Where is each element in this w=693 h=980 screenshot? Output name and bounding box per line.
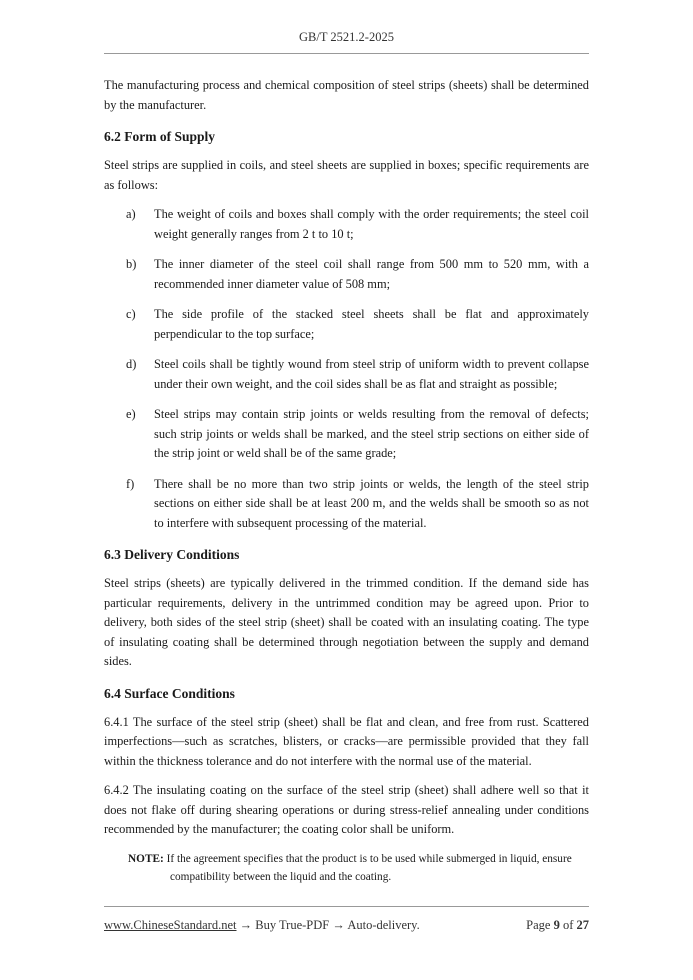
list-item-marker: a) [126,207,136,221]
footer-left [104,918,420,933]
list-item [104,475,589,534]
page-body [104,76,589,886]
supply-requirements-list [104,205,589,533]
section-6-2-lead: Steel strips are supplied in coils, and steel sheets are supplied in boxes; specific requirements are as follows: [104,158,589,192]
section-6-3-text: Steel strips (sheets) are typically delivered in the trimmed condition. If the demand side has particular requirements, delivery in the untrimmed condition may be agreed upon. Prior to delivery, both sides of the steel strip (sheet) shall be coated with an insulating coating. The type of insulating coating shall be determined through negotiation between the supply and demand sides. [104,576,589,668]
page-footer [104,918,589,933]
note-text-line-2: compatibility between the liquid and the coating. [170,870,392,883]
intro-paragraph: The manufacturing process and chemical composition of steel strips (sheets) shall be determined by the manufacturer. [104,78,589,112]
list-item-text: The weight of coils and boxes shall comply with the order requirements; the steel coil weight generally ranges from 2 t to 10 t; [154,207,589,241]
list-item-text: Steel strips may contain strip joints or welds resulting from the removal of defects; such strip joints or welds shall be marked, and the steel strip sections on either side of the strip joint or weld shall be of the same grade; [154,407,589,460]
arrow-icon: → [239,918,253,932]
arrow-icon: → [332,918,345,932]
clause-6-4-1: 6.4.1 The surface of the steel strip (sheet) shall be flat and clean, and free from rust. Scattered imperfections—such as scratches, blisters, or cracks—are permissible provided that they fall within the thickness tolerance and do not interfere with the normal use of the material. [104,714,589,768]
of-word: of [562,918,574,932]
section-6-2-heading: 6.2 Form of Supply [104,129,216,144]
list-item [104,405,589,464]
list-item [104,305,589,344]
website-link[interactable]: www.ChineseStandard.net [104,918,237,932]
list-item-text: The inner diameter of the steel coil shall range from 500 mm to 520 mm, with a recommended inner diameter value of 508 mm; [154,257,589,291]
list-item-text: The side profile of the stacked steel sheets shall be flat and approximately perpendicular to the top surface; [154,307,589,341]
page-word: Page [526,918,551,932]
page-number [526,918,589,933]
section-6-4-heading: 6.4 Surface Conditions [104,685,235,701]
footer-divider [104,906,589,907]
list-item-text: There shall be no more than two strip joints or welds, the length of the steel strip sections on either side shall be at least 200 m, and the welds shall be smooth so as not to interfere with subsequent processing of the material. [154,476,589,530]
page-header: GB/T 2521.2-2025 [299,30,394,44]
list-item-marker: f) [126,476,135,491]
auto-delivery-text: Auto-delivery. [347,918,420,932]
clause-6-4-2: 6.4.2 The insulating coating on the surface of the steel strip (sheet) shall adhere well so that it does not flake off during shearing operations or during stress-relief annealing under conditions recommended by the manufacturer; the coating color shall be uniform. [104,783,589,836]
note-label: NOTE: [128,852,164,865]
header-divider [104,53,589,54]
list-item [104,255,589,294]
list-item-marker: d) [126,357,137,371]
note-block [104,850,589,886]
note-text-line-1: If the agreement specifies that the product is to be used while submerged in liquid, ensure [166,852,572,865]
list-item-marker: e) [126,407,136,421]
list-item-text: Steel coils shall be tightly wound from steel strip of uniform width to prevent collapse under their own weight, and the coil sides shall be as flat and straight as possible; [154,357,589,391]
total-pages: 27 [576,918,589,932]
list-item-marker: b) [126,257,137,271]
list-item-marker: c) [126,307,136,321]
buy-pdf-text: Buy True-PDF [255,918,330,932]
current-page: 9 [553,918,560,932]
list-item [104,205,589,244]
section-6-3-heading: 6.3 Delivery Conditions [104,547,240,562]
list-item [104,355,589,394]
